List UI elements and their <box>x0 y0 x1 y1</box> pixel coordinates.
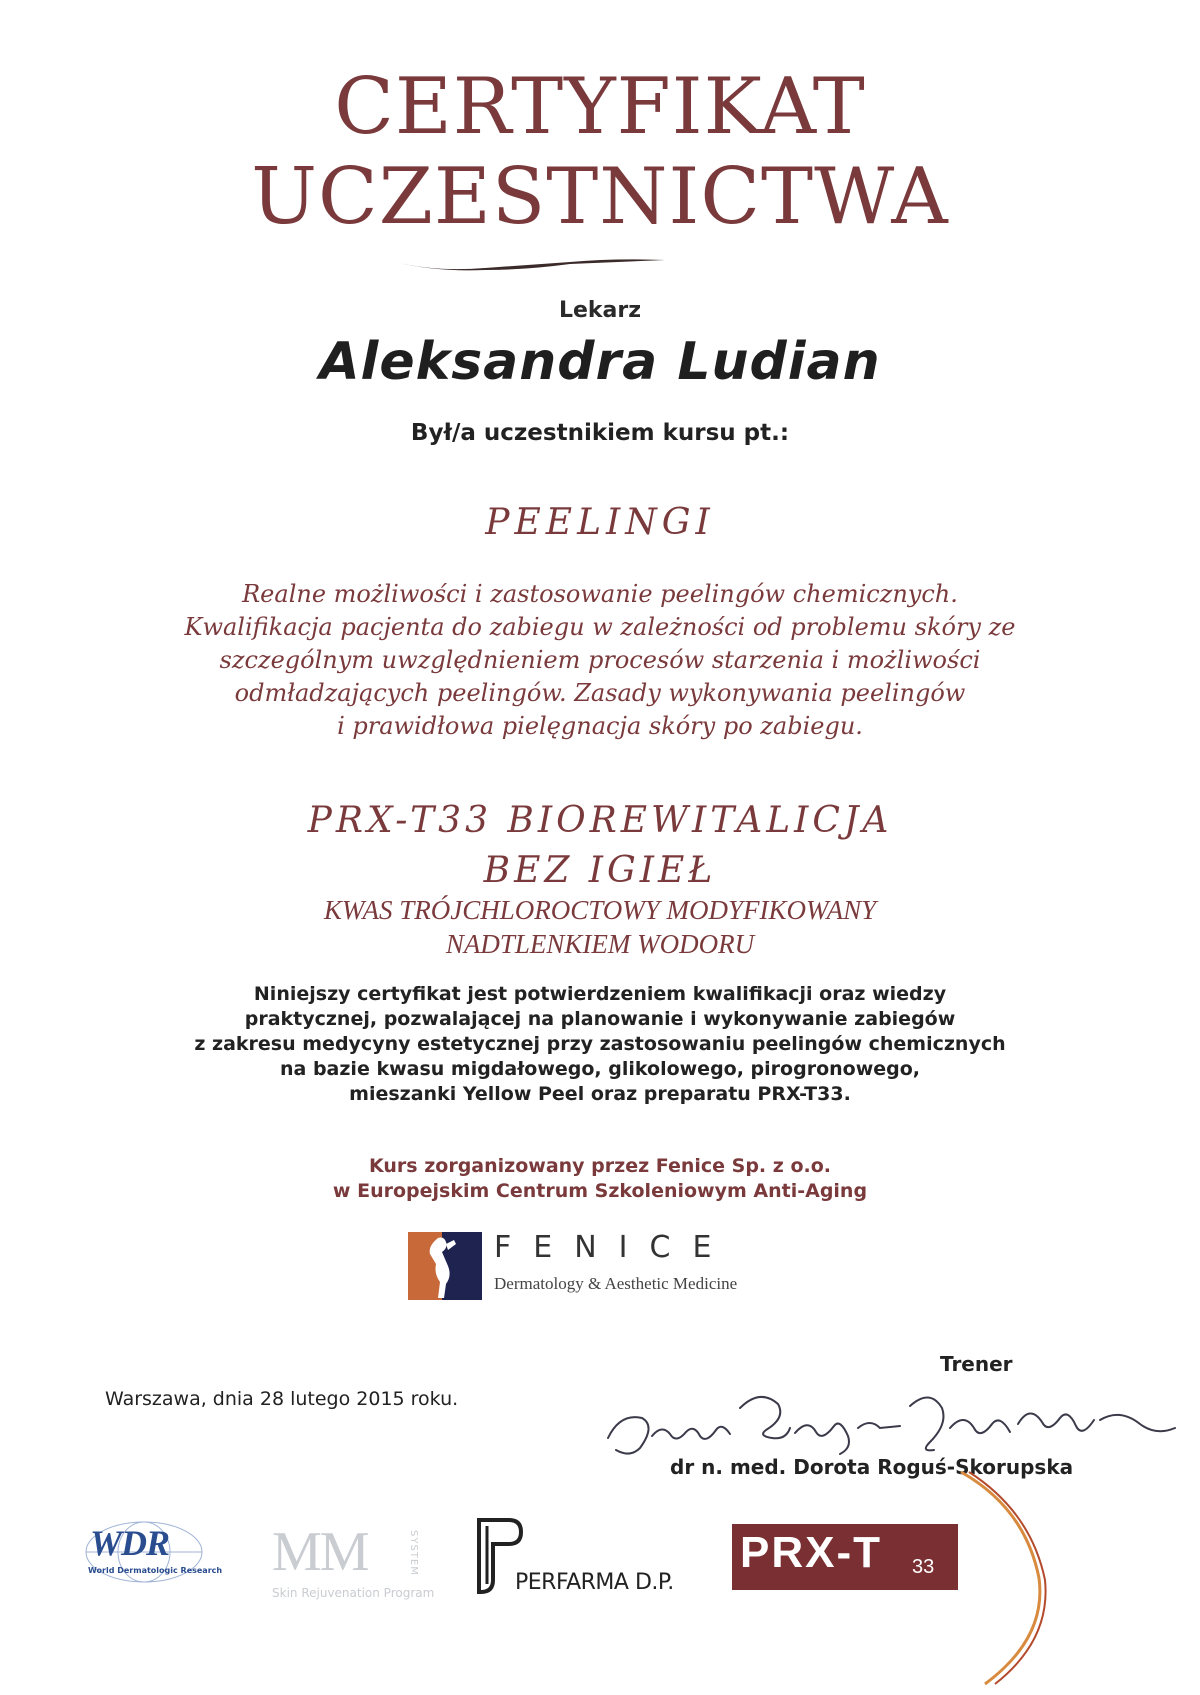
prx-subscript: 33 <box>912 1556 935 1578</box>
mm-name: MM <box>272 1521 368 1583</box>
perfarma-logo <box>475 1518 695 1598</box>
wdr-name: WDR <box>90 1523 170 1563</box>
statement-line: mieszanki Yellow Peel oraz preparatu PRX-T33. <box>349 1083 851 1105</box>
mm-system-label: SYSTEM <box>408 1530 419 1576</box>
participant-role: Lekarz <box>558 298 642 323</box>
organizer-line: w Europejskim Centrum Szkoleniowym Anti-Aging <box>332 1180 868 1202</box>
organizer-line: Kurs zorganizowany przez Fenice Sp. z o.o. <box>369 1155 831 1177</box>
wdr-tagline: World Dermatologic Research <box>88 1566 223 1575</box>
course2-title <box>0 796 1200 896</box>
description-line: szczególnym uwzględnieniem procesów starzenia i możliwości <box>219 646 981 674</box>
fenice-logo <box>408 1232 758 1302</box>
participation-text: Był/a uczestnikiem kursu pt.: <box>410 420 790 446</box>
prx-t33-logo <box>732 1524 958 1590</box>
statement-line: Niniejszy certyfikat jest potwierdzeniem kwalifikacji oraz wiedzy <box>253 983 947 1005</box>
place-and-date: Warszawa, dnia 28 lutego 2015 roku. <box>105 1388 459 1410</box>
decorative-ribbon-icon <box>955 1468 1065 1688</box>
statement-line: z zakresu medycyny estetycznej przy zastosowaniu peelingów chemicznych <box>194 1033 1006 1055</box>
participant-name: Aleksandra Ludian <box>319 332 881 392</box>
trainer-label: Trener <box>940 1352 1013 1376</box>
subtitle-line: KWAS TRÓJCHLOROCTOWY MODYFIKOWANY <box>323 895 877 925</box>
course2-title-line: PRX-T33 BIOREWITALICJA <box>307 800 893 841</box>
certificate-title-line2: UCZESTNICTWA <box>251 152 949 242</box>
description-line: Realne możliwości i zastosowanie peelingów chemicznych. <box>242 580 958 608</box>
mm-system-logo <box>270 1521 435 1604</box>
description-line: i prawidłowa pielęgnacja skóry po zabiegu. <box>337 712 863 740</box>
certificate-statement <box>0 982 1200 1107</box>
course2-subtitle <box>0 893 1200 961</box>
perfarma-name: PERFARMA D.P. <box>515 1570 674 1595</box>
statement-line: na bazie kwasu migdałowego, glikolowego, pirogronowego, <box>279 1058 921 1080</box>
course1-title: PEELINGI <box>485 502 715 543</box>
description-line: Kwalifikacja pacjenta do zabiegu w zależności od problemu skóry ze <box>184 613 1016 641</box>
decorative-swash <box>395 250 665 280</box>
fenice-tagline: Dermatology & Aesthetic Medicine <box>494 1274 738 1293</box>
mm-tagline: Skin Rejuvenation Program <box>272 1586 435 1600</box>
certificate-title-line1: CERTYFIKAT <box>334 62 866 152</box>
trainer-name: dr n. med. Dorota Roguś-Skorupska <box>670 1455 1074 1479</box>
course2-title-line: BEZ IGIEŁ <box>483 850 717 891</box>
statement-line: praktycznej, pozwalającej na planowanie i wykonywanie zabiegów <box>244 1008 956 1030</box>
course1-description <box>150 578 1050 743</box>
course-organizer <box>0 1154 1200 1204</box>
fenice-mark-icon <box>408 1232 482 1300</box>
wdr-logo <box>82 1520 223 1590</box>
prx-name: PRX-T <box>740 1528 882 1577</box>
subtitle-line: NADTLENKIEM WODORU <box>445 929 755 959</box>
fenice-name: FENICE <box>494 1230 734 1265</box>
description-line: odmładzających peelingów. Zasady wykonywania peelingów <box>234 679 966 707</box>
